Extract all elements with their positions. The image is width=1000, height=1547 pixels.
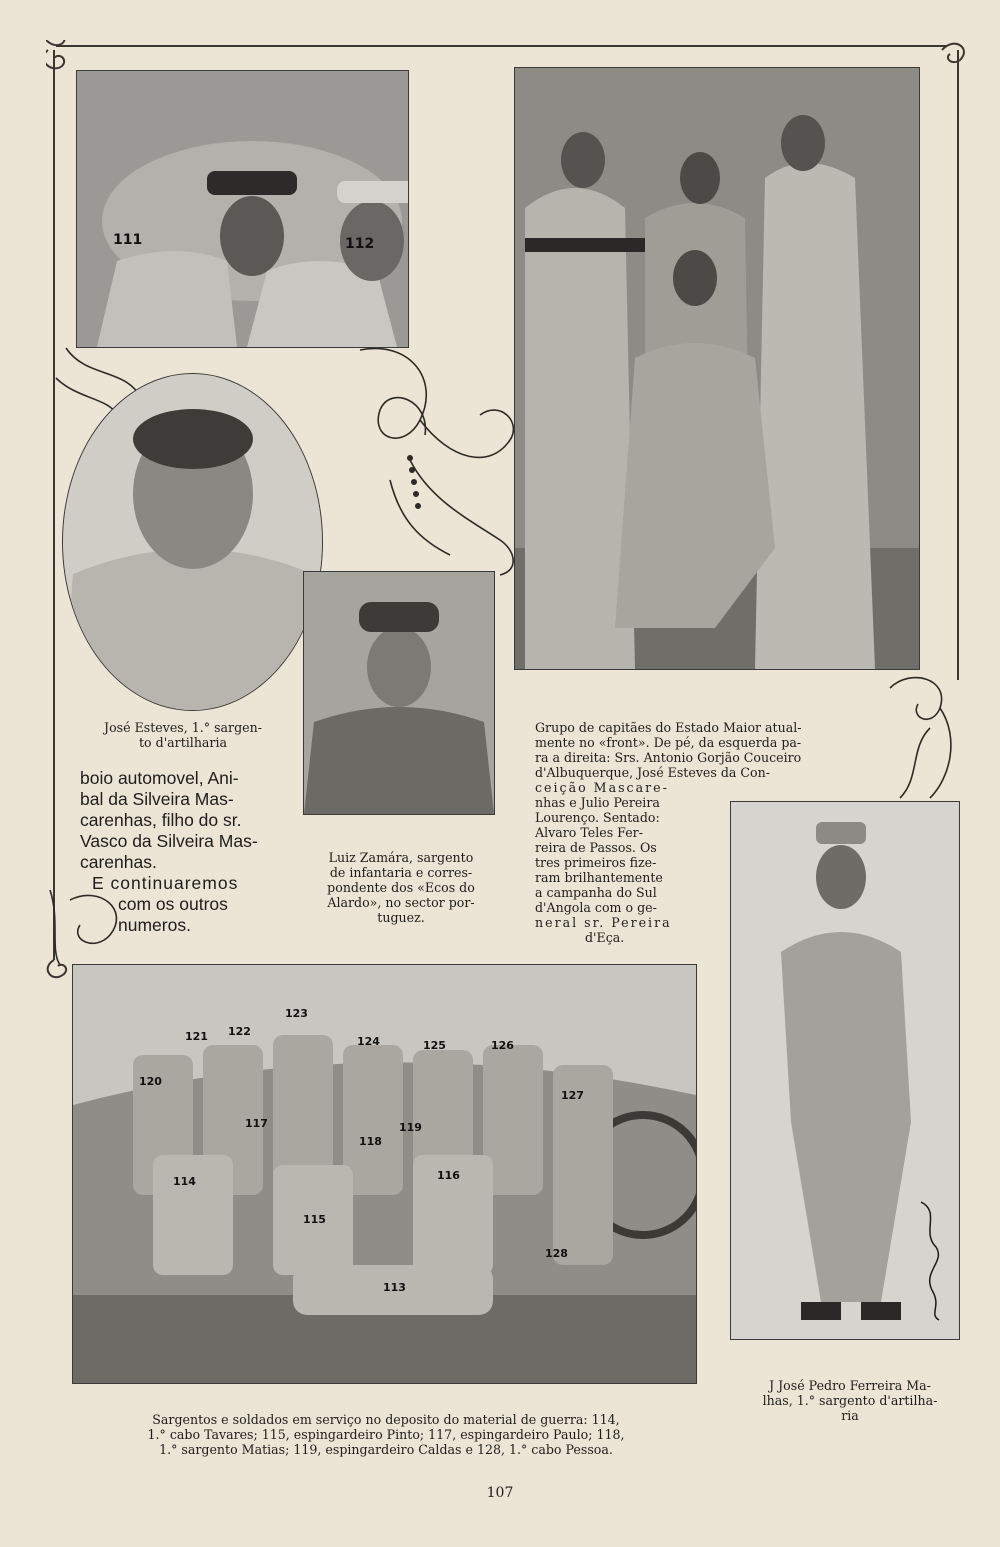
caption-line: to d'artilharia <box>139 735 227 750</box>
number-121: 121 <box>185 1030 208 1043</box>
photo-jose-pedro-ferreira-malhas <box>730 801 960 1340</box>
caption-line: lhas, 1.° sargento d'artilha- <box>762 1393 938 1408</box>
caption-line: ram brilhantemente <box>535 870 663 885</box>
caption-line: Luiz Zamára, sargento <box>328 850 474 865</box>
caption-line: J José Pedro Ferreira Ma- <box>769 1378 931 1393</box>
number-116: 116 <box>437 1169 460 1182</box>
caption-line: 1.° cabo Tavares; 115, espingardeiro Pinto; 117, espingardeiro Paulo; 118, <box>147 1427 625 1442</box>
body-line: carenhas. <box>80 852 157 872</box>
caption-line: d'Eça. <box>585 930 625 945</box>
caption-line: d'Albuquerque, José Esteves da Con- <box>535 765 771 780</box>
photo-luiz-zamara <box>303 571 495 815</box>
caption-line: Lourenço. Sentado: <box>535 810 660 825</box>
body-text <box>80 768 320 936</box>
caption-line: Grupo de capitães do Estado Maior atual- <box>535 720 802 735</box>
page-number: 107 <box>486 1485 514 1501</box>
caption-line: tres primeiros fize- <box>535 855 657 870</box>
number-123: 123 <box>285 1007 308 1020</box>
body-line: carenhas, filho do sr. <box>80 810 242 830</box>
number-118: 118 <box>359 1135 382 1148</box>
caption-line: 1.° sargento Matias; 119, espingardeiro Caldas e 128, 1.° cabo Pessoa. <box>159 1442 613 1457</box>
caption-capitaes <box>535 720 965 780</box>
number-126: 126 <box>491 1039 514 1052</box>
caption-line: d'Angola com o ge- <box>535 900 657 915</box>
handwritten-signature <box>911 1192 951 1322</box>
number-128: 128 <box>545 1247 568 1260</box>
caption-jose-pedro-ferreira-malhas <box>720 1378 980 1423</box>
photo-jose-esteves-oval <box>62 373 323 711</box>
body-line: boio automovel, Ani- <box>80 768 239 788</box>
body-line: com os outros <box>118 894 228 914</box>
caption-line: neral sr. Pereira <box>535 915 672 930</box>
number-120: 120 <box>139 1075 162 1088</box>
caption-sargentos-soldados <box>72 1412 700 1457</box>
number-111: 111 <box>113 232 143 248</box>
number-113: 113 <box>383 1281 406 1294</box>
body-line: E continuaremos <box>92 873 239 893</box>
photo-captains-group <box>514 67 920 670</box>
caption-line: ria <box>841 1408 859 1423</box>
caption-line: nhas e Julio Pereira <box>535 795 660 810</box>
caption-line: José Esteves, 1.° sargen- <box>104 720 262 735</box>
number-127: 127 <box>561 1089 584 1102</box>
number-124: 124 <box>357 1035 380 1048</box>
caption-line: Alvaro Teles Fer- <box>535 825 643 840</box>
caption-line: tuguez. <box>377 910 425 925</box>
caption-line: ra a direita: Srs. Antonio Gorjão Couceiro <box>535 750 802 765</box>
body-line: Vasco da Silveira Mas- <box>80 831 258 851</box>
number-117: 117 <box>245 1117 268 1130</box>
caption-capitaes-continued <box>535 780 725 945</box>
number-114: 114 <box>173 1175 196 1188</box>
number-122: 122 <box>228 1025 251 1038</box>
body-line: numeros. <box>118 915 191 935</box>
caption-line: de infantaria e corres- <box>329 865 473 880</box>
body-line: bal da Silveira Mas- <box>80 789 234 809</box>
photo-two-soldiers <box>76 70 409 348</box>
number-119: 119 <box>399 1121 422 1134</box>
caption-line: reira de Passos. Os <box>535 840 657 855</box>
number-125: 125 <box>423 1039 446 1052</box>
caption-line: ceição Mascare- <box>535 780 669 795</box>
photo-sergeants-soldiers <box>72 964 697 1384</box>
number-115: 115 <box>303 1213 326 1226</box>
caption-luiz-zamara <box>296 850 506 925</box>
number-112: 112 <box>345 236 375 252</box>
caption-line: pondente dos «Ecos do <box>327 880 475 895</box>
caption-line: mente no «front». De pé, da esquerda pa- <box>535 735 802 750</box>
caption-jose-esteves <box>70 720 296 750</box>
ornament-swirl-center <box>350 340 530 580</box>
caption-line: Sargentos e soldados em serviço no deposito do material de guerra: 114, <box>152 1412 620 1427</box>
caption-line: Alardo», no sector por- <box>327 895 475 910</box>
caption-line: a campanha do Sul <box>535 885 657 900</box>
